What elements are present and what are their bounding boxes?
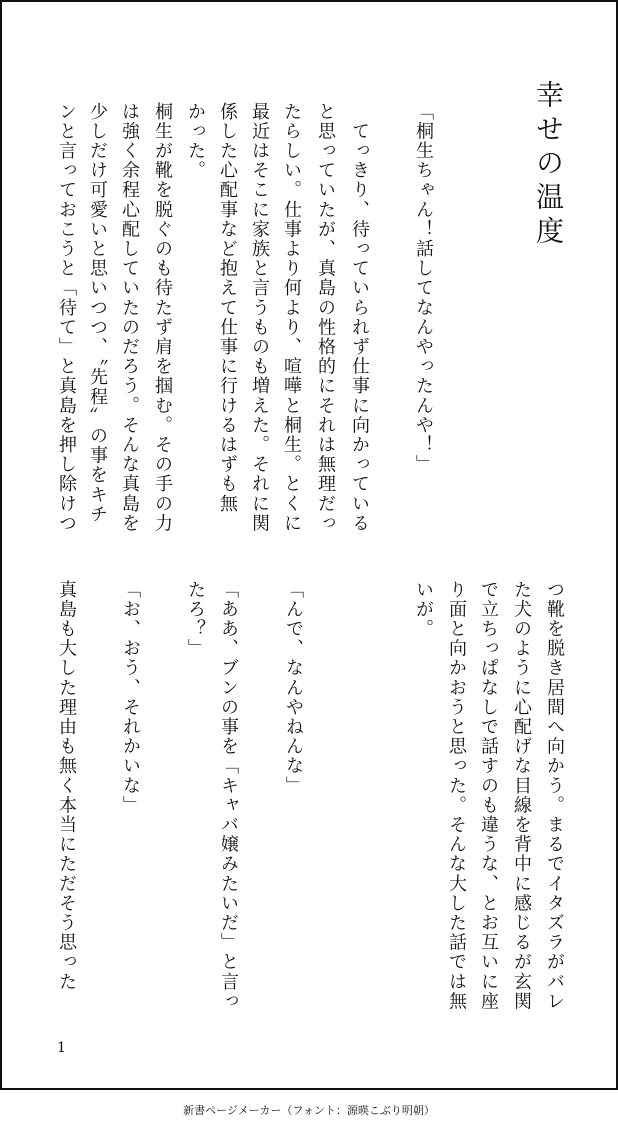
- text-column: 係した心配事など抱えて仕事に行けるはずも無: [217, 102, 238, 514]
- text-column: たろ？」: [185, 580, 206, 659]
- text-column: で立ちっぱなしで話すのも違うな、とお互いに座: [478, 580, 499, 1012]
- text-column: 「お、おう、それかいな」: [120, 580, 141, 816]
- text-column: かった。: [185, 102, 206, 181]
- text-column: ンと言っておこうと「待て」と真島を押し除けつ: [56, 102, 77, 534]
- text-column: は強く余程心配していたのだろう。そんな真島を: [119, 102, 140, 534]
- text-column: 「ああ、ブンの事を「キャバ嬢みたいだ」と言っ: [218, 580, 239, 1012]
- footer-caption: 新書ページメーカー（フォント：源暎こぶり明朝）: [183, 1104, 435, 1117]
- text-column: たらしい。仕事より何より、喧嘩と桐生。とくに: [281, 102, 302, 534]
- text-column: と思っていたが、真島の性格的にそれは無理だっ: [315, 102, 336, 534]
- text-column: 「桐生ちゃん！話してなんやったんや！」: [413, 102, 434, 475]
- text-column: てっきり、待っていられず仕事に向かっている: [349, 102, 370, 534]
- text-column: り面と向かおうと思った。そんな大した話では無: [446, 580, 467, 1012]
- page-title: 幸せの温度: [532, 80, 565, 250]
- text-column: 「んで、なんやねんな」: [283, 580, 304, 796]
- text-column: 真島も大した理由も無く本当にただそう思った: [56, 580, 77, 992]
- text-column: いが。: [413, 580, 434, 639]
- text-column: 最近はそこに家族と言うものも増えた。それに関: [249, 102, 270, 534]
- text-column: 少しだけ可愛いと思いつつ、〝先程〟の事をキチ: [87, 102, 108, 525]
- page-number: 1: [57, 1040, 66, 1056]
- text-column: た犬のように心配げな目線を背中に感じるが玄関: [511, 580, 532, 1012]
- text-column: 桐生が靴を脱ぐのも待たず肩を掴む。その手の力: [152, 102, 173, 534]
- text-column: つ靴を脱き居間へ向かう。まるでイタズラがバレ: [544, 580, 565, 1012]
